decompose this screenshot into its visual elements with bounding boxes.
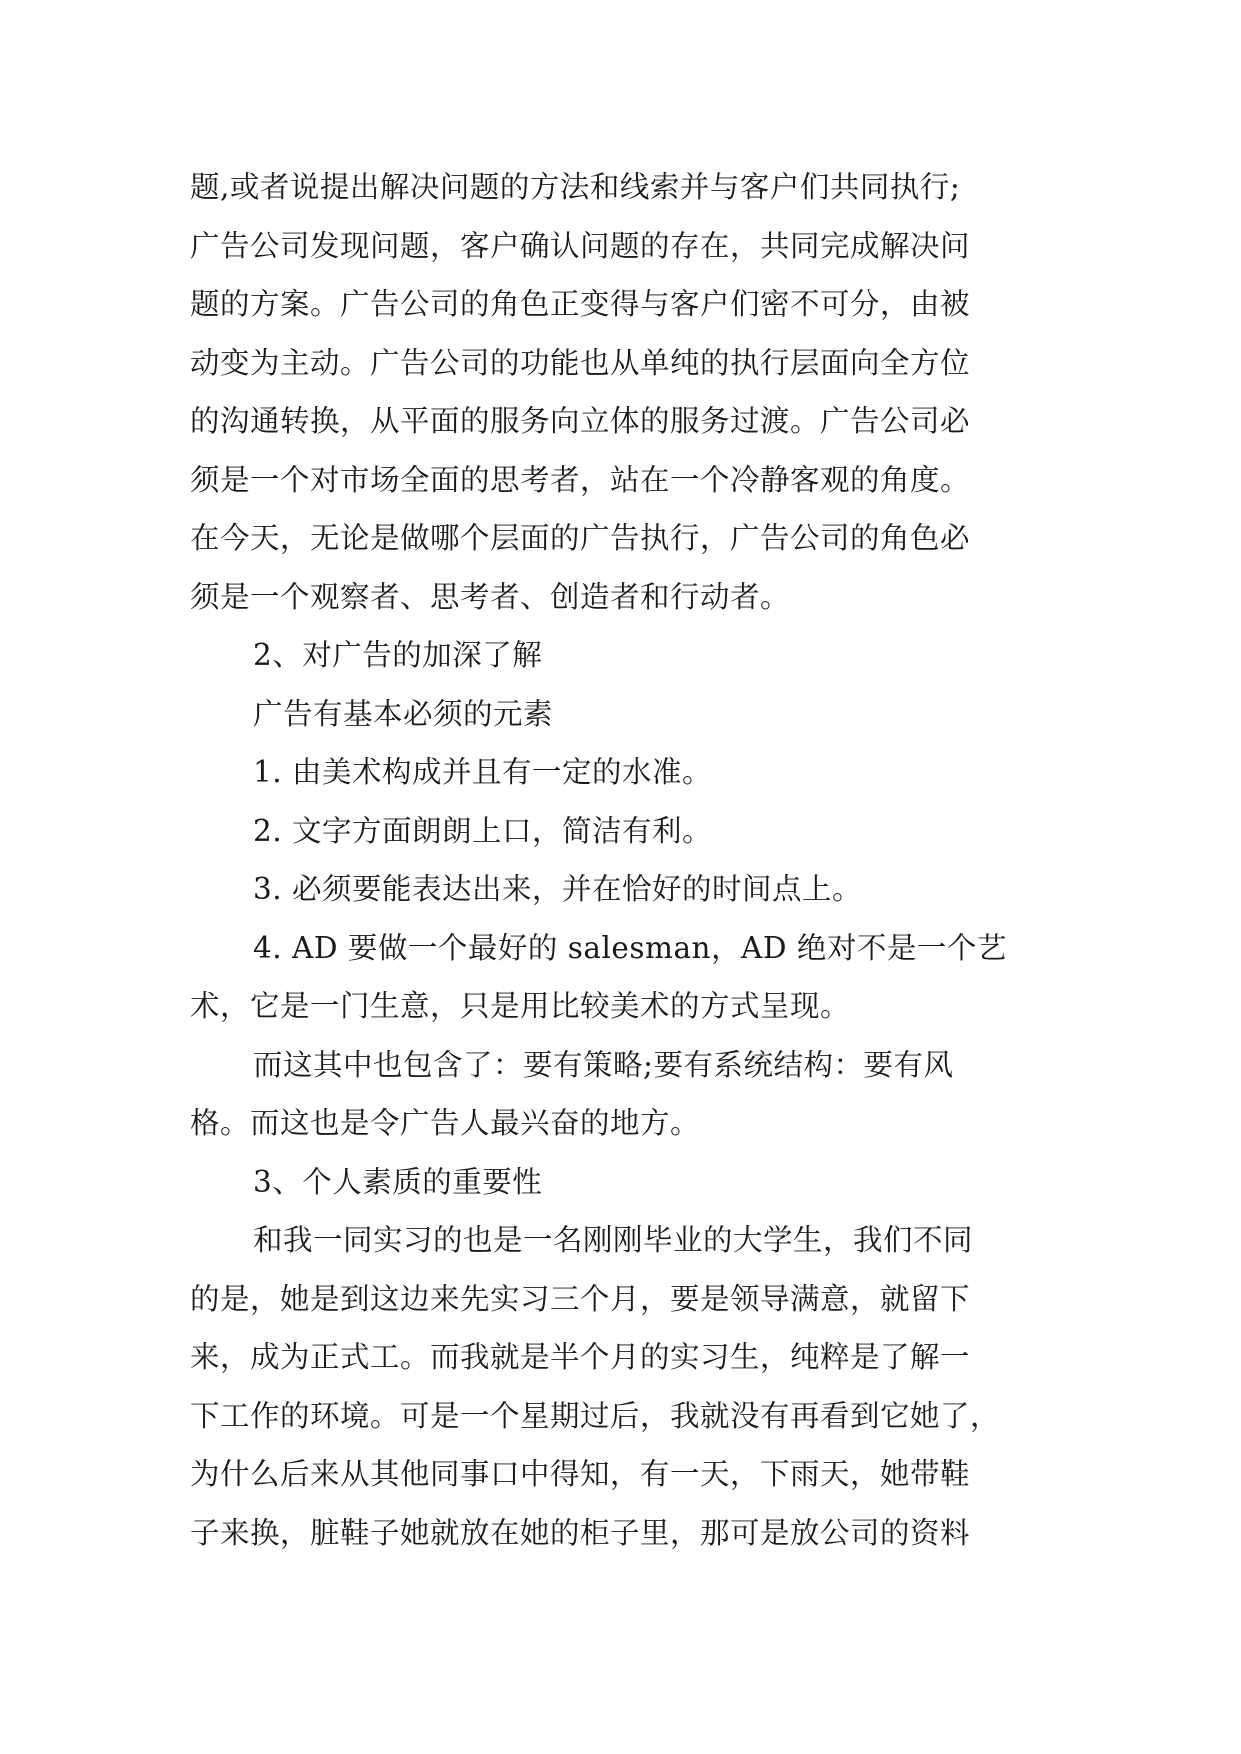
text-line: 的是，她是到这边来先实习三个月，要是领导满意，就留下 bbox=[190, 1281, 971, 1316]
text-line: 须是一个观察者、思考者、创造者和行动者。 bbox=[190, 579, 791, 614]
text-line: 须是一个对市场全面的思考者，站在一个冷静客观的角度。 bbox=[190, 462, 971, 497]
text-line: 广告公司发现问题，客户确认问题的存在，共同完成解决问 bbox=[190, 228, 971, 263]
text-line: 2、对广告的加深了解 bbox=[253, 638, 543, 672]
document-body bbox=[190, 158, 1055, 1562]
text-line: 在今天，无论是做哪个层面的广告执行，广告公司的角色必 bbox=[190, 521, 971, 555]
text-line: 和我一同实习的也是一名刚刚毕业的大学生，我们不同 bbox=[253, 1223, 974, 1257]
text-line: 的沟通转换，从平面的服务向立体的服务过渡。广告公司必 bbox=[190, 404, 971, 438]
text-line: 3、个人素质的重要性 bbox=[253, 1164, 543, 1199]
text-line: 格。而这也是令广告人最兴奋的地方。 bbox=[190, 1106, 701, 1140]
text-line: 题的方案。广告公司的角色正变得与客户们密不可分，由被 bbox=[190, 287, 971, 321]
text-line: 1. 由美术构成并且有一定的水准。 bbox=[253, 755, 713, 789]
text-line: 3. 必须要能表达出来，并在恰好的时间点上。 bbox=[253, 872, 863, 906]
text-line: 2. 文字方面朗朗上口，简洁有利。 bbox=[253, 813, 713, 848]
text-line: 而这其中也包含了：要有策略;要有系统结构：要有风 bbox=[253, 1047, 954, 1082]
text-line: 术，它是一门生意，只是用比较美术的方式呈现。 bbox=[190, 989, 851, 1023]
text-line: 来，成为正式工。而我就是半个月的实习生，纯粹是了解一 bbox=[190, 1340, 971, 1374]
text-line: 动变为主动。广告公司的功能也从单纯的执行层面向全方位 bbox=[190, 345, 971, 380]
text-line: 下工作的环境。可是一个星期过后，我就没有再看到它她了， bbox=[190, 1398, 1001, 1433]
text-line: 广告有基本必须的元素 bbox=[253, 696, 554, 731]
text-line: 子来换，脏鞋子她就放在她的柜子里，那可是放公司的资料 bbox=[190, 1515, 971, 1550]
text-line: 题,或者说提出解决问题的方法和线索并与客户们共同执行; bbox=[190, 170, 961, 204]
text-line: 4. AD 要做一个最好的 salesman，AD 绝对不是一个艺 bbox=[253, 930, 1007, 965]
text-line: 为什么后来从其他同事口中得知，有一天，下雨天，她带鞋 bbox=[190, 1457, 971, 1491]
